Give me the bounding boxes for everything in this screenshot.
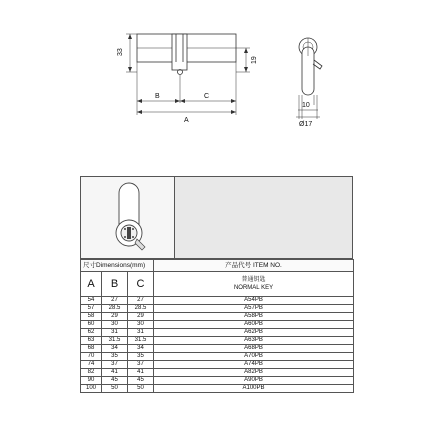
cell-c: 31.5 xyxy=(128,337,154,345)
cell-c: 50 xyxy=(128,385,154,393)
col-c-header: C xyxy=(128,272,154,297)
cell-a: 74 xyxy=(81,361,102,369)
product-image-cell xyxy=(80,176,175,259)
cell-item-no: A100PB xyxy=(154,385,354,393)
cylinder-side-illustration xyxy=(81,177,176,260)
cell-a: 90 xyxy=(81,377,102,385)
key-type-cn: 普通钥匙 xyxy=(241,277,266,283)
table-row xyxy=(81,329,354,337)
cell-b: 45 xyxy=(102,377,128,385)
dim-label-10: 10 xyxy=(302,102,310,109)
cell-item-no: A54PB xyxy=(154,297,354,305)
cell-c: 30 xyxy=(128,321,154,329)
table-header-row xyxy=(81,260,354,272)
cell-b: 50 xyxy=(102,385,128,393)
dim-label-c: C xyxy=(204,93,210,100)
specification-table xyxy=(80,176,353,426)
cell-item-no: A58PB xyxy=(154,313,354,321)
cell-a: 57 xyxy=(81,305,102,313)
col-a-header: A xyxy=(81,272,102,297)
table-row xyxy=(81,361,354,369)
table-row xyxy=(81,377,354,385)
cell-c: 31 xyxy=(128,329,154,337)
cell-item-no: A57PB xyxy=(154,305,354,313)
dimensions-table xyxy=(80,259,354,393)
cell-a: 100 xyxy=(81,385,102,393)
cell-c: 45 xyxy=(128,377,154,385)
cell-c: 29 xyxy=(128,313,154,321)
table-row xyxy=(81,385,354,393)
cell-item-no: A68PB xyxy=(154,345,354,353)
cell-a: 58 xyxy=(81,313,102,321)
dimensions-header: 尺寸Dimensions(mm) xyxy=(81,260,154,272)
col-b-header: B xyxy=(102,272,128,297)
table-row xyxy=(81,369,354,377)
cell-b: 41 xyxy=(102,369,128,377)
cell-c: 27 xyxy=(128,297,154,305)
table-row xyxy=(81,297,354,305)
table-row xyxy=(81,313,354,321)
dim-label-a: A xyxy=(184,117,189,124)
cell-item-no: A60PB xyxy=(154,321,354,329)
blank-header-cell xyxy=(175,176,353,259)
cell-a: 60 xyxy=(81,321,102,329)
dim-label-b: B xyxy=(155,93,160,100)
cell-c: 35 xyxy=(128,353,154,361)
cell-c: 37 xyxy=(128,361,154,369)
cell-b: 34 xyxy=(102,345,128,353)
table-row xyxy=(81,321,354,329)
cell-b: 28.5 xyxy=(102,305,128,313)
cell-a: 54 xyxy=(81,297,102,305)
cylinder-drawing-svg xyxy=(0,0,430,175)
cell-a: 62 xyxy=(81,329,102,337)
cell-item-no: A70PB xyxy=(154,353,354,361)
cell-item-no: A90PB xyxy=(154,377,354,385)
cell-c: 28.5 xyxy=(128,305,154,313)
table-row xyxy=(81,305,354,313)
key-type-header xyxy=(154,272,354,297)
dim-label-33: 33 xyxy=(117,48,124,56)
table-row xyxy=(81,345,354,353)
cell-a: 63 xyxy=(81,337,102,345)
table-row xyxy=(81,337,354,345)
cell-c: 41 xyxy=(128,369,154,377)
cell-c: 34 xyxy=(128,345,154,353)
table-row xyxy=(81,353,354,361)
cell-b: 31.5 xyxy=(102,337,128,345)
key-type-en: NORMAL KEY xyxy=(233,285,274,291)
dim-label-19: 19 xyxy=(251,56,258,64)
cell-item-no: A82PB xyxy=(154,369,354,377)
item-no-header: 产品代号 ITEM NO. xyxy=(154,260,354,272)
cell-a: 70 xyxy=(81,353,102,361)
cell-item-no: A74PB xyxy=(154,361,354,369)
cell-b: 31 xyxy=(102,329,128,337)
column-header-row xyxy=(81,272,354,297)
cell-b: 29 xyxy=(102,313,128,321)
cell-item-no: A63PB xyxy=(154,337,354,345)
cell-a: 82 xyxy=(81,369,102,377)
cam-housing xyxy=(172,34,187,70)
cell-a: 68 xyxy=(81,345,102,353)
cell-b: 30 xyxy=(102,321,128,329)
cell-item-no: A62PB xyxy=(154,329,354,337)
cell-b: 27 xyxy=(102,297,128,305)
technical-drawing xyxy=(0,0,430,175)
cell-b: 35 xyxy=(102,353,128,361)
cell-b: 37 xyxy=(102,361,128,369)
dim-label-17: Ø17 xyxy=(299,121,313,128)
